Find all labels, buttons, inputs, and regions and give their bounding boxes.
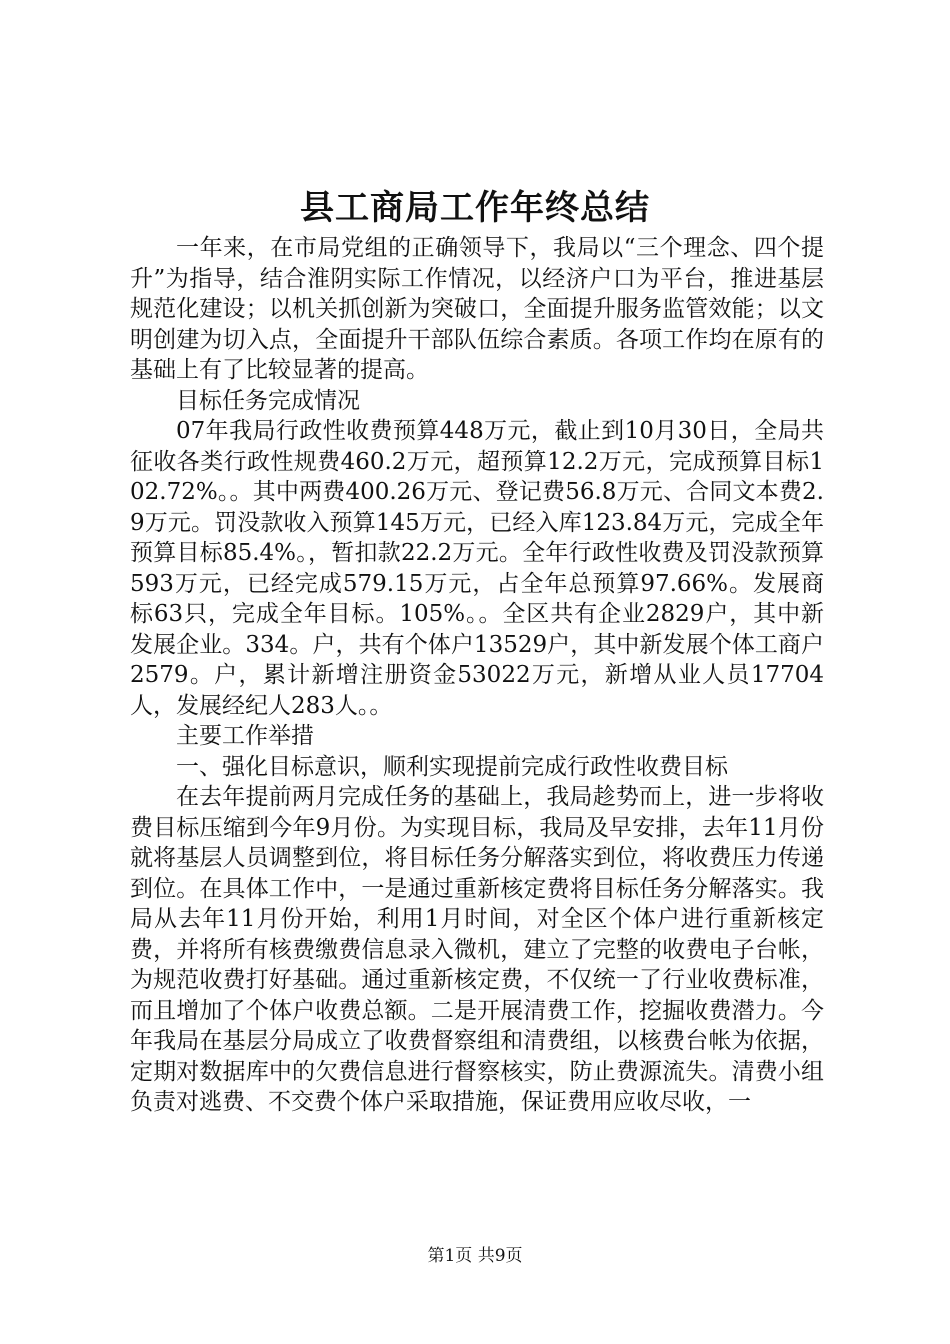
paragraph-measures-1: 在去年提前两月完成任务的基础上，我局趁势而上，进一步将收费目标压缩到今年9月份。为实现目标，我局及早安排，去年11月份就将基层人员调整到位，将目标任务分解落实到位，将收费压力传递到位。在具体工作中，一是通过重新核定费将目标任务分解落实。我局从去年11月份开始，利用1月时间，对全区个体户进行重新核定费，并将所有核费缴费信息录入微机，建立了完整的收费电子台帐，为规范收费打好基础。通过重新核定费，不仅统一了行业收费标准，而且增加了个体户收费总额。二是开展清费工作，挖掘收费潜力。今年我局在基层分局成立了收费督察组和清费组，以核费台帐为依据，定期对数据库中的欠费信息进行督察核实，防止费源流失。清费小组负责对逃费、不交费个体户采取措施，保证费用应收尽收，一 bbox=[130, 784, 824, 1115]
paragraph-intro: 一年来，在市局党组的正确领导下，我局以“三个理念、四个提升”为指导，结合淮阴实际工作情况，以经济户口为平台，推进基层规范化建设；以机关抓创新为突破口，全面提升服务监管效能；以文明创建为切入点，全面提升干部队伍综合素质。各项工作均在原有的基础上有了比较显著的提高。 bbox=[130, 235, 824, 383]
document-title: 县工商局工作年终总结 bbox=[300, 188, 650, 228]
section-heading-measures: 主要工作举措 bbox=[176, 723, 314, 749]
subsection-heading-1: 一、强化目标意识，顺利实现提前完成行政性收费目标 bbox=[176, 753, 728, 780]
document-body bbox=[130, 233, 824, 1118]
page-footer: 第1页 共9页 bbox=[427, 1246, 523, 1266]
section-heading-targets: 目标任务完成情况 bbox=[176, 387, 360, 414]
paragraph-targets: 07年我局行政性收费预算448万元，截止到10月30日，全局共征收各类行政性规费460.2万元，超预算12.2万元，完成预算目标102.72%。。其中两费400.26万元、登记费56.8万元、合同文本费2.9万元。罚没款收入预算145万元，已经入库123.84万元，完成全年预算目标85.4%。，暂扣款22.2万元。全年行政性收费及罚没款预算593万元，已经完成579.15万元，占全年总预算97.66%。发展商标63只，完成全年目标。105%。。全区共有企业2829户，其中新发展企业。334。户，共有个体户13529户，其中新发展个体工商户2579。户，累计新增注册资金53022万元，新增从业人员17704人，发展经纪人283人。。 bbox=[130, 418, 824, 719]
